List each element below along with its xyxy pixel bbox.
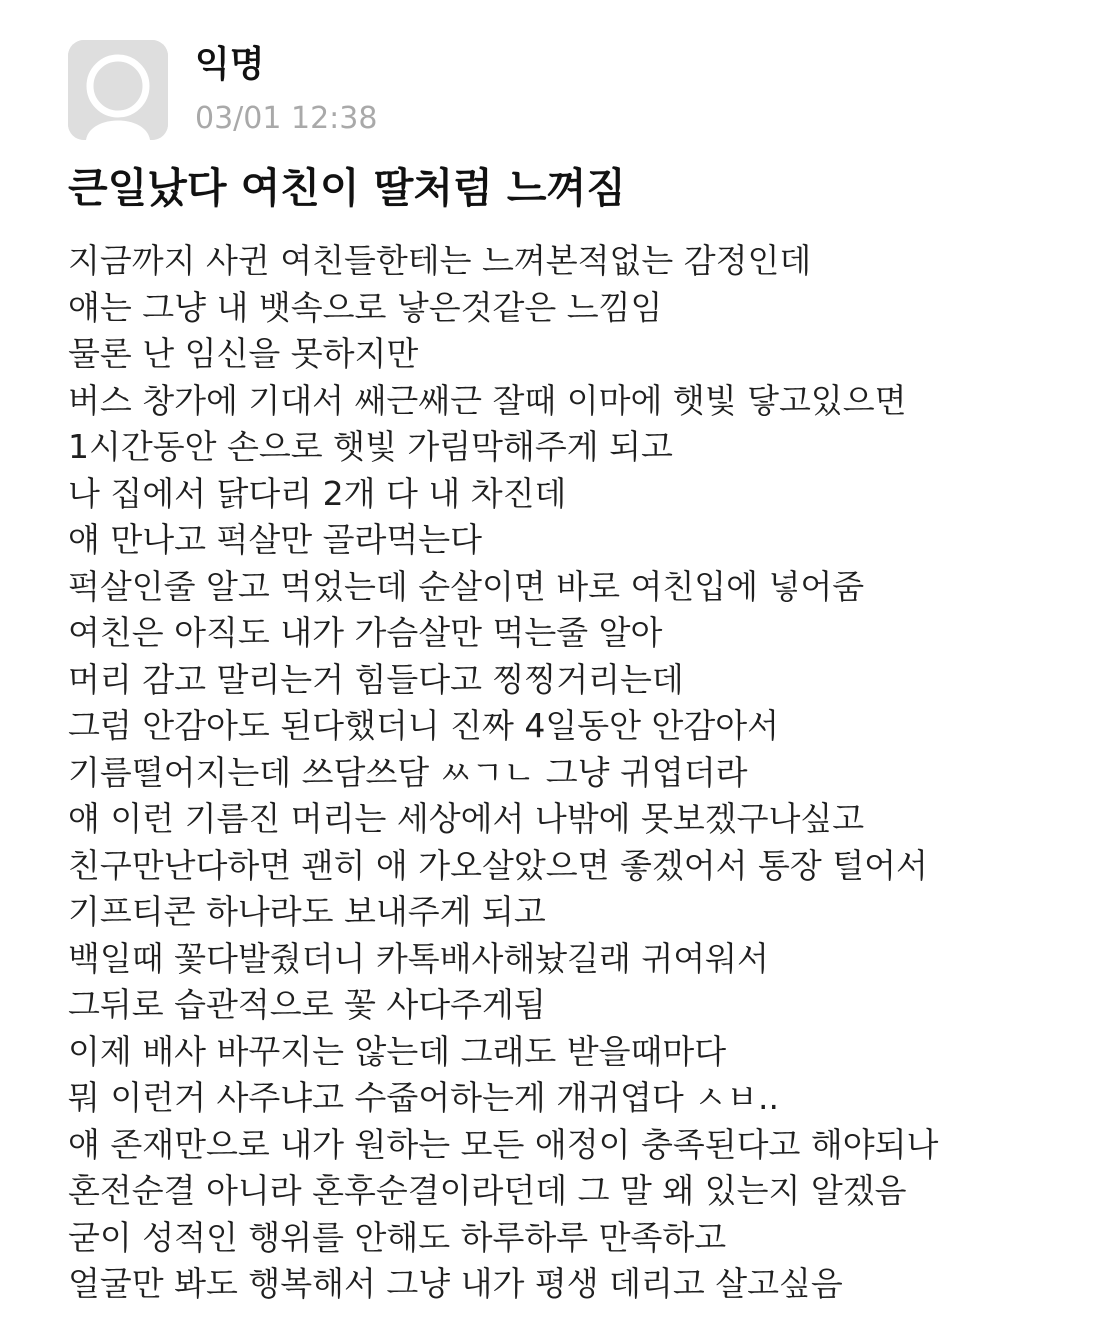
- body-line: 그뒤로 습관적으로 꽃 사다주게됨: [68, 985, 546, 1024]
- post-timestamp: 03/01 12:38: [195, 101, 378, 136]
- body-line: 기프티콘 하나라도 보내주게 되고: [68, 892, 546, 931]
- body-line: 그럼 안감아도 된다했더니 진짜 4일동안 안감아서: [68, 706, 780, 745]
- default-user-icon: [68, 40, 168, 140]
- body-line: 백일때 꽃다발줬더니 카톡배사해놨길래 귀여워서: [68, 938, 769, 978]
- body-line: 얼굴만 봐도 행복해서 그냥 내가 평생 데리고 살고싶음: [68, 1264, 843, 1303]
- avatar[interactable]: [68, 40, 168, 140]
- body-line: 머리 감고 말리는거 힘들다고 찡찡거리는데: [68, 659, 684, 699]
- body-line: 혼전순결 아니라 혼후순결이라던데 그 말 왜 있는지 알겠음: [68, 1171, 907, 1210]
- body-line: 얘는 그냥 내 뱃속으로 낳은것같은 느낌임: [68, 287, 663, 327]
- body-line: 뭐 이런거 사주냐고 수줍어하는게 개귀엽다 ㅅㅂ..: [68, 1078, 779, 1117]
- body-line: 이제 배사 바꾸지는 않는데 그래도 받을때마다: [68, 1031, 727, 1071]
- body-line: 지금까지 사귄 여친들한테는 느껴본적없는 감정인데: [68, 241, 812, 280]
- post-header: [68, 40, 968, 140]
- body-line: 굳이 성적인 행위를 안해도 하루하루 만족하고: [68, 1217, 727, 1257]
- body-line: 얘 만나고 퍽살만 골라먹는다: [68, 520, 483, 559]
- post-title: 큰일났다 여친이 딸처럼 느껴짐: [68, 164, 626, 212]
- body-line: 얘 이런 기름진 머리는 세상에서 나밖에 못보겠구나싶고: [68, 799, 865, 838]
- body-line: 버스 창가에 기대서 쌔근쌔근 잘때 이마에 햇빛 닿고있으면: [68, 380, 907, 420]
- post-body: [68, 238, 1078, 1308]
- body-line: 물론 난 임신을 못하지만: [68, 334, 419, 373]
- author-block: [195, 40, 377, 138]
- body-line: 여친은 아직도 내가 가슴살만 먹는줄 알아: [68, 613, 663, 652]
- body-line: 퍽살인줄 알고 먹었는데 순살이면 바로 여친입에 넣어줌: [68, 566, 865, 606]
- author-name: 익명: [195, 44, 265, 85]
- body-line: 나 집에서 닭다리 2개 다 내 차진데: [68, 473, 567, 513]
- body-line: 기름떨어지는데 쓰담쓰담 ㅆㄱㄴ 그냥 귀엽더라: [68, 752, 748, 792]
- body-line: 1시간동안 손으로 햇빛 가림막해주게 되고: [68, 427, 673, 466]
- body-line: 얘 존재만으로 내가 원하는 모든 애정이 충족된다고 해야되나: [68, 1124, 939, 1164]
- body-line: 친구만난다하면 괜히 애 가오살았으면 좋겠어서 통장 털어서: [68, 845, 928, 885]
